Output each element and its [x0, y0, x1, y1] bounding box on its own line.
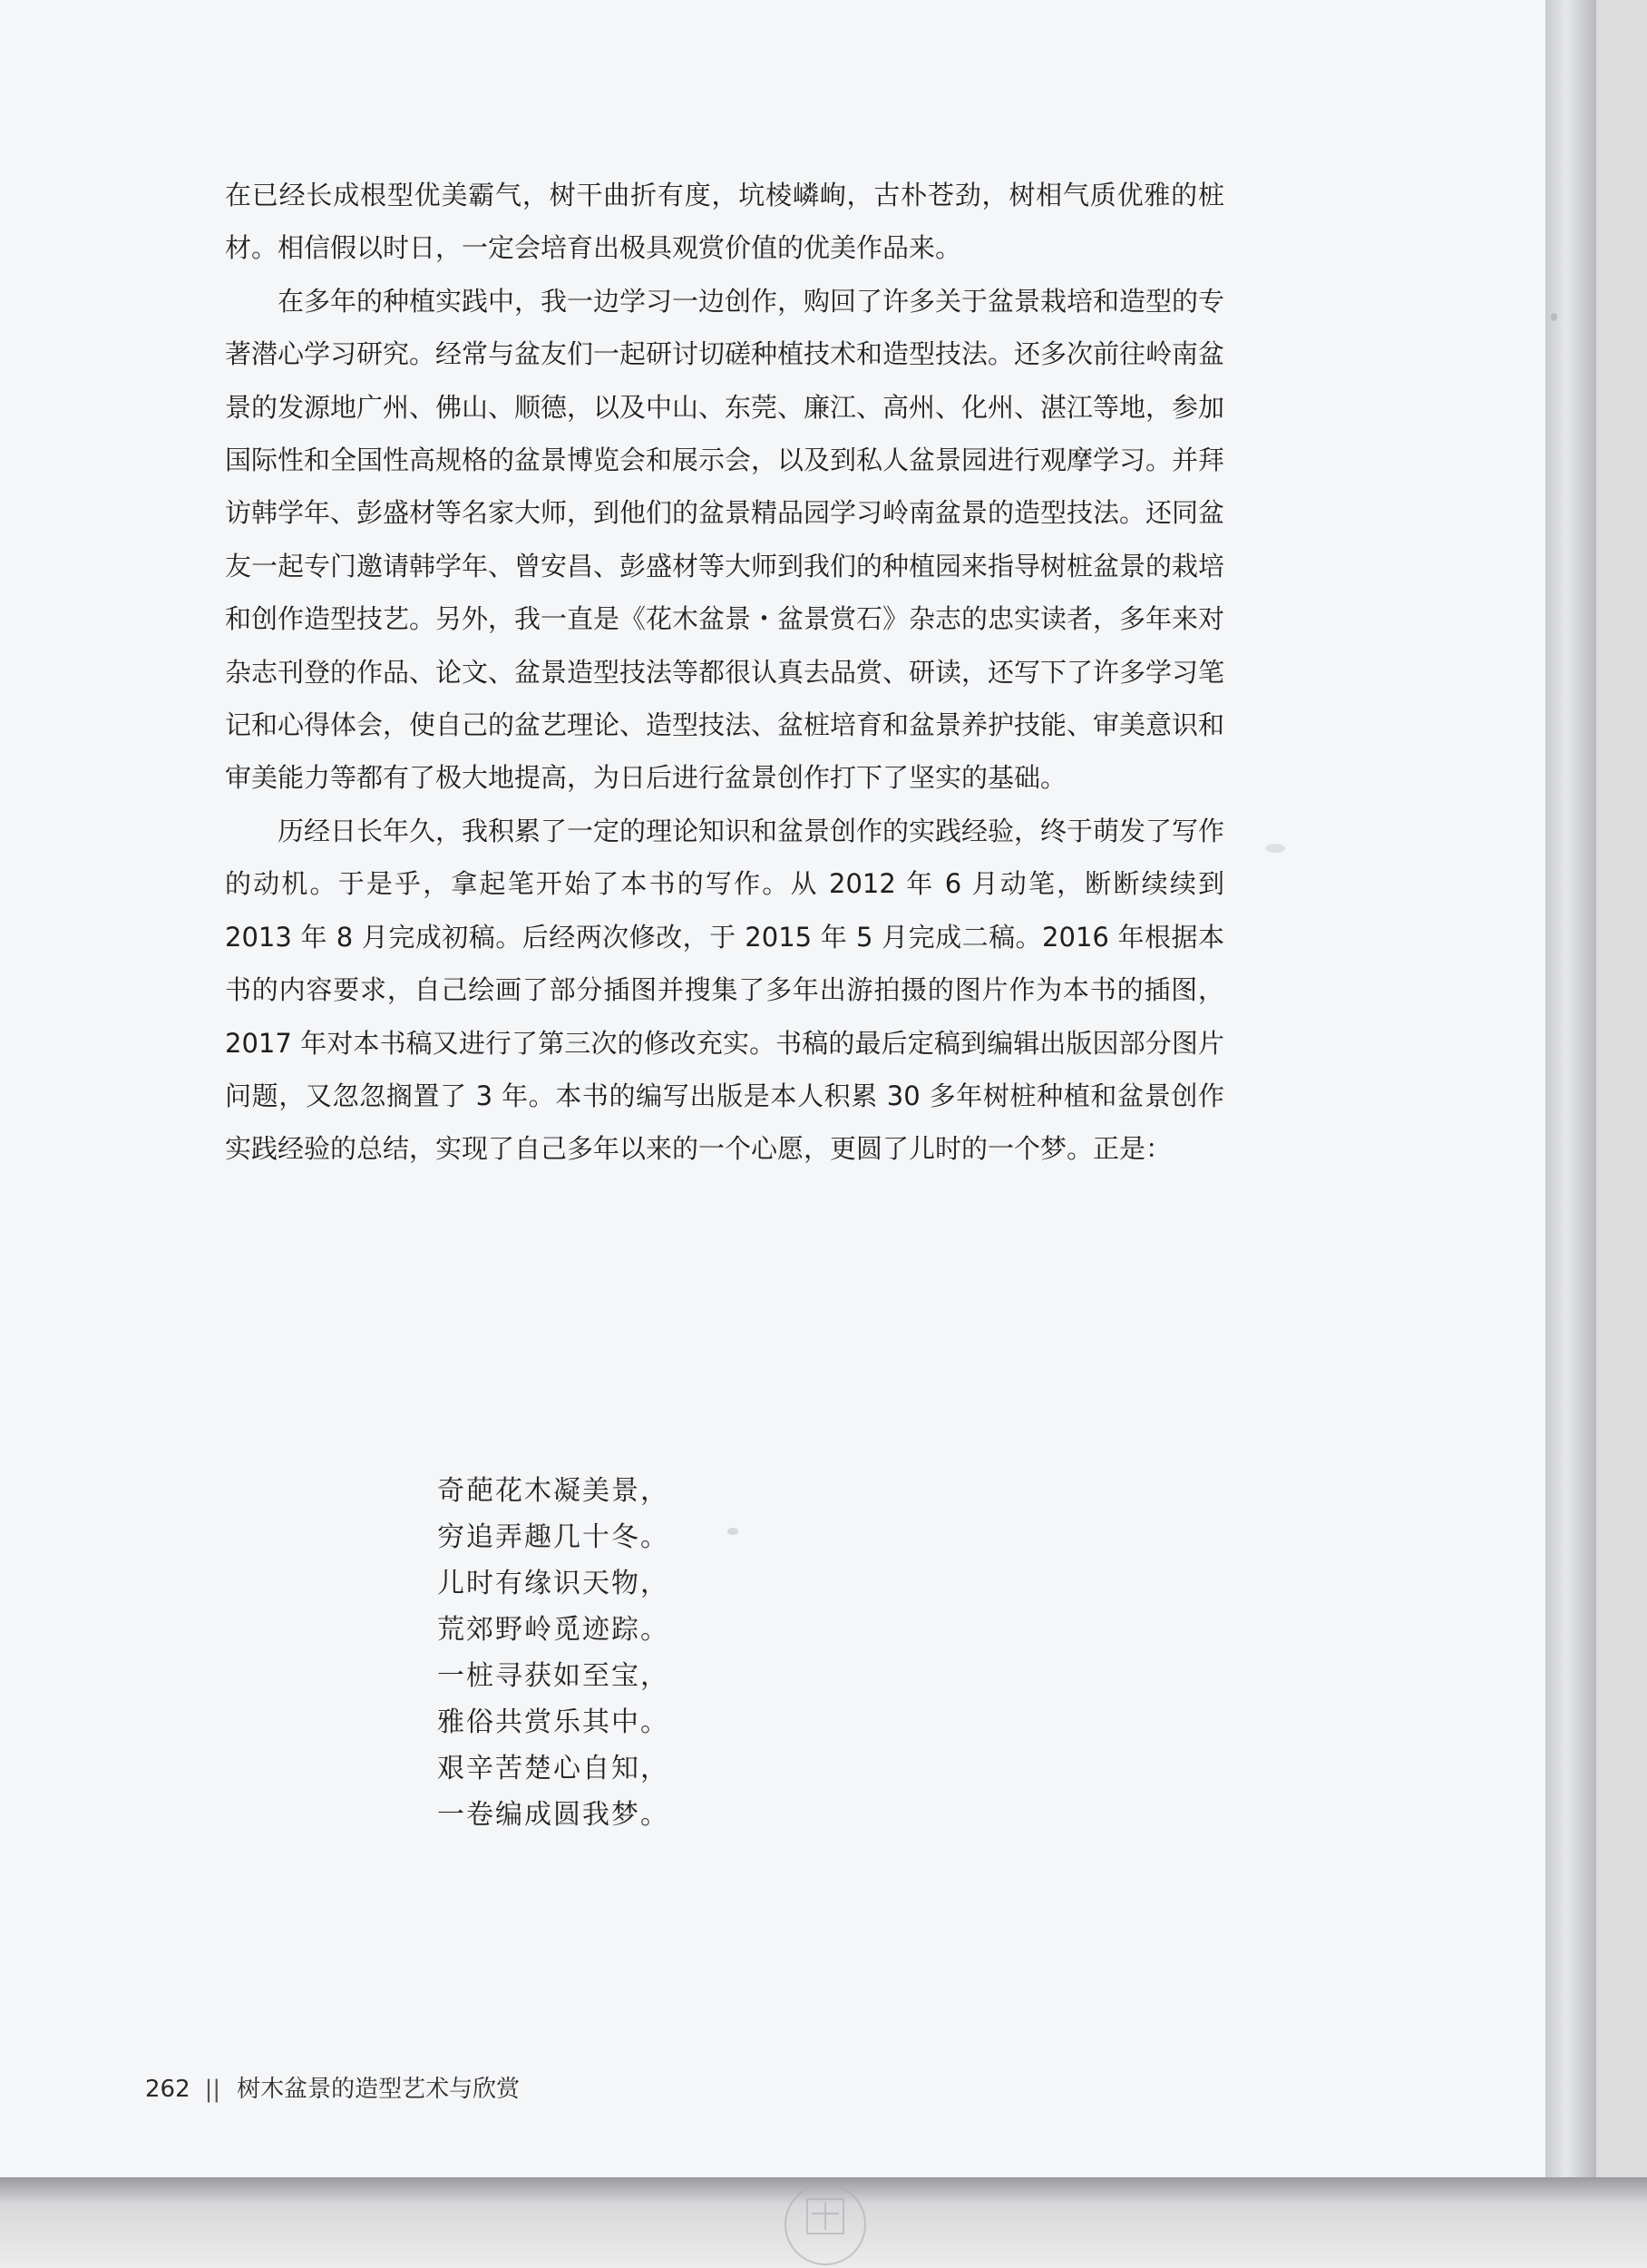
page-edge-shadow [1545, 0, 1596, 2177]
poem-line: 一桩寻获如至宝， [437, 1660, 669, 1692]
page-footer [145, 2070, 520, 2104]
poem-line: 儿时有缘识天物， [437, 1568, 669, 1599]
poem-line: 穷追弄趣几十冬。 [437, 1521, 669, 1553]
scan-speck [727, 1528, 738, 1535]
scan-speck [1551, 313, 1557, 321]
paragraph: 历经日长年久，我积累了一定的理论知识和盆景创作的实践经验，终于萌发了写作的动机。于是乎，拿起笔开始了本书的写作。从 2012 年 6 月动笔，断断续续到 2013 年 8 月完成初稿。后经两次修改，于 2015 年 5 月完成二稿。2016 年根据本书的内容要求，自己绘画了部分插图并搜集了多年出游拍摄的图片作为本书的插图，2017 年对本书稿又进行了第三次的修改充实。书稿的最后定稿到编辑出版因部分图片问题，又忽忽搁置了 3 年。本书的编写出版是本人积累 30 多年树桩种植和盆景创作实践经验的总结，实现了自己多年以来的一个心愿，更圆了儿时的一个梦。正是： [225, 815, 1225, 1165]
watermark-seal [757, 2177, 893, 2268]
poem-line: 一卷编成圆我梦。 [437, 1799, 669, 1831]
poem-line: 艰辛苦楚心自知， [437, 1753, 669, 1784]
footer-separator: || [204, 2076, 221, 2103]
scan-speck [1265, 844, 1285, 853]
paragraph-continued: 在已经长成根型优美霸气，树干曲折有度，坑棱嶙峋，古朴苍劲，树相气质优雅的桩材。相信假以时日，一定会培育出极具观赏价值的优美作品来。 [225, 180, 1224, 264]
paragraph: 在多年的种植实践中，我一边学习一边创作，购回了许多关于盆景栽培和造型的专著潜心学习研究。经常与盆友们一起研讨切磋种植技术和造型技法。还多次前往岭南盆景的发源地广州、佛山、顺德，以及中山、东莞、廉江、高州、化州、湛江等地，参加国际性和全国性高规格的盆景博览会和展示会，以及到私人盆景园进行观摩学习。并拜访韩学年、彭盛材等名家大师，到他们的盆景精品园学习岭南盆景的造型技法。还同盆友一起专门邀请韩学年、曾安昌、彭盛材等大师到我们的种植园来指导树桩盆景的栽培和创作造型技艺。另外，我一直是《花木盆景・盆景赏石》杂志的忠实读者，多年来对杂志刊登的作品、论文、盆景造型技法等都很认真去品赏、研读，还写下了许多学习笔记和心得体会，使自己的盆艺理论、造型技法、盆桩培育和盆景养护技能、审美意识和审美能力等都有了极大地提高，为日后进行盆景创作打下了坚实的基础。 [225, 285, 1225, 794]
poem-line: 奇葩花木凝美景， [437, 1475, 669, 1507]
page-number: 262 [145, 2076, 190, 2103]
poem-line: 荒郊野岭觅迹踪。 [437, 1614, 669, 1646]
body-text [225, 169, 1224, 1176]
poem [437, 1468, 669, 1838]
poem-line: 雅俗共赏乐其中。 [437, 1706, 669, 1738]
running-title: 树木盆景的造型艺术与欣赏 [237, 2076, 521, 2103]
